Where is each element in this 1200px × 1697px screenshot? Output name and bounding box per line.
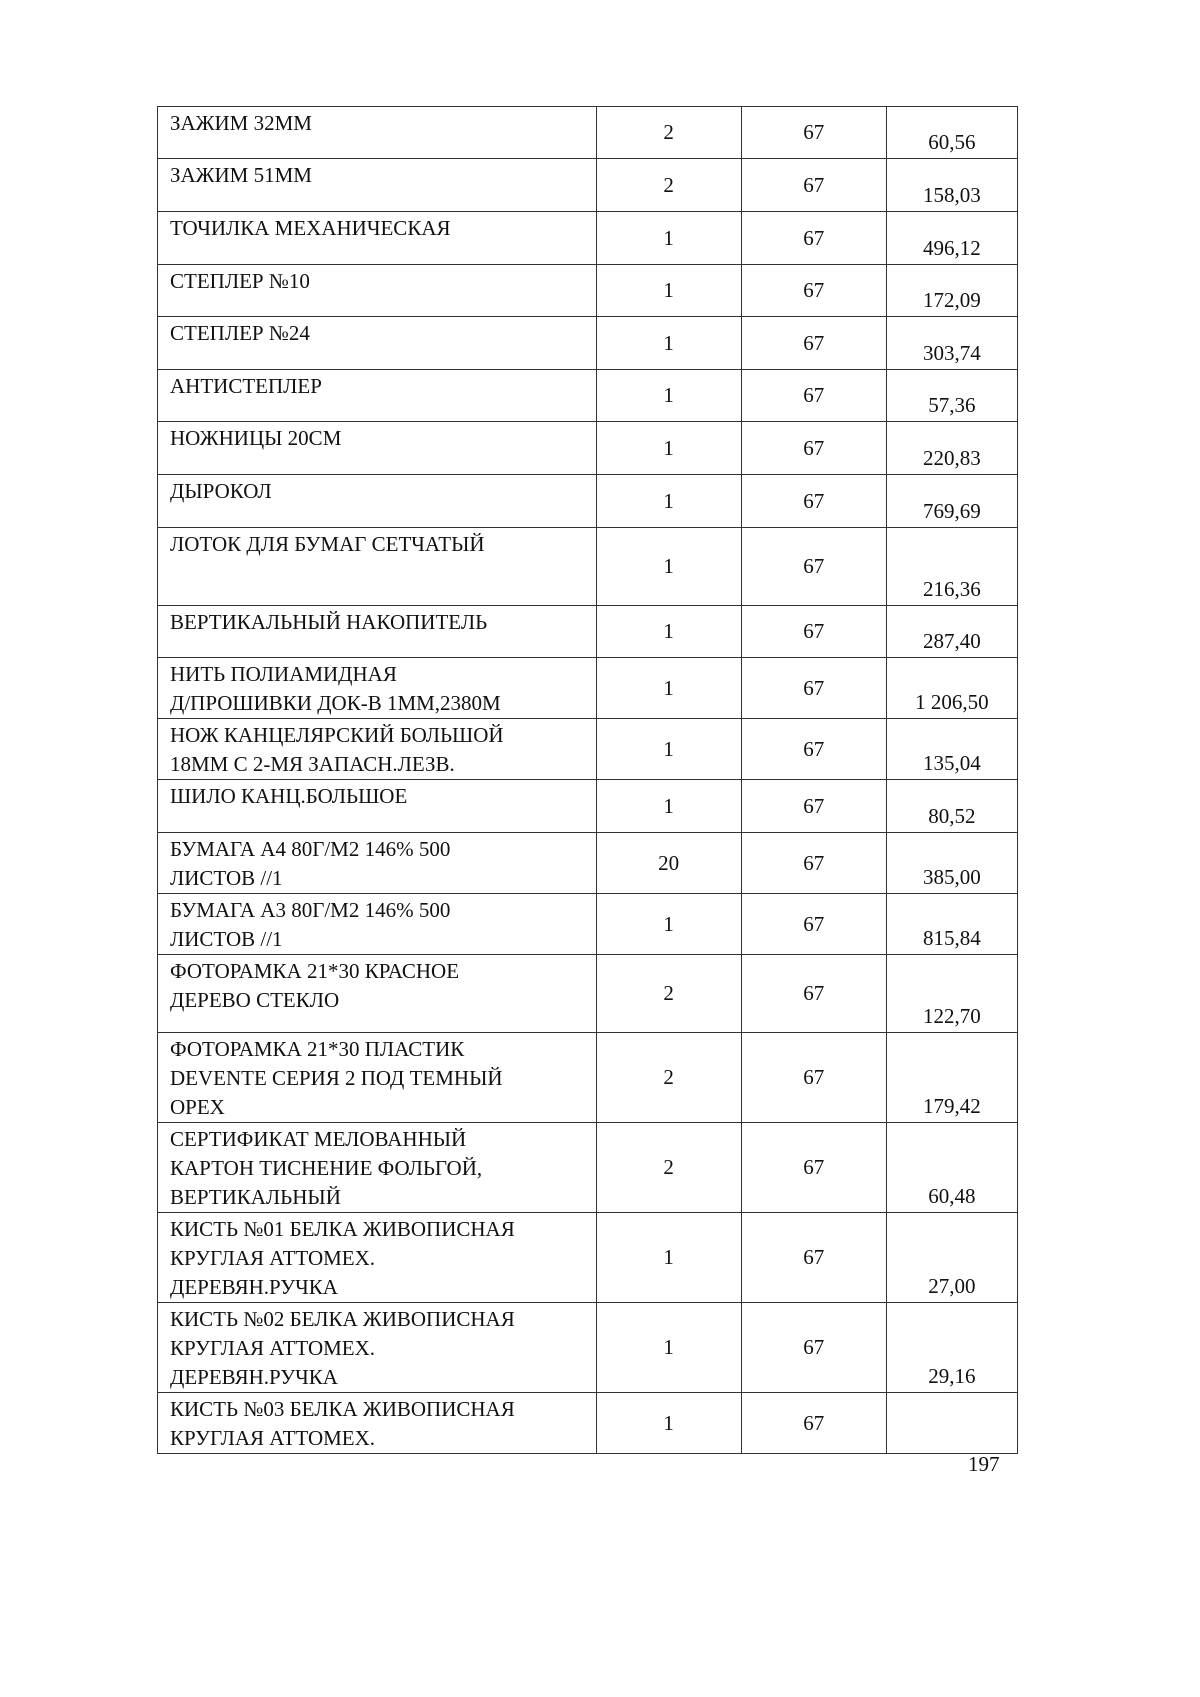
item-name-line: ФОТОРАМКА 21*30 КРАСНОЕ (170, 959, 460, 983)
item-name-cell (158, 265, 597, 317)
price-cell: 57,36 (886, 370, 1017, 422)
code-cell: 67 (741, 1303, 886, 1393)
item-name-cell (158, 212, 597, 265)
table-row (158, 1123, 1018, 1213)
qty-cell: 1 (596, 719, 741, 780)
item-name-cell (158, 1303, 597, 1393)
item-name-line: КИСТЬ №03 БЕЛКА ЖИВОПИСНАЯ (170, 1397, 515, 1421)
table-row (158, 780, 1018, 833)
price-cell: 303,74 (886, 317, 1017, 370)
item-name-cell (158, 955, 597, 1033)
price-cell: 80,52 (886, 780, 1017, 833)
code-cell: 67 (741, 833, 886, 894)
item-name-cell (158, 317, 597, 370)
qty-cell: 20 (596, 833, 741, 894)
table-row (158, 606, 1018, 658)
item-name-line: ФОТОРАМКА 21*30 ПЛАСТИК (170, 1037, 465, 1061)
price-cell: 179,42 (886, 1033, 1017, 1123)
table-row (158, 265, 1018, 317)
item-name-line: КАРТОН ТИСНЕНИЕ ФОЛЬГОЙ, (170, 1156, 483, 1180)
item-name-cell (158, 1393, 597, 1454)
price-cell (886, 1393, 1017, 1454)
price-cell: 158,03 (886, 159, 1017, 212)
table-row (158, 955, 1018, 1033)
price-cell: 220,83 (886, 422, 1017, 475)
code-cell: 67 (741, 894, 886, 955)
price-cell: 496,12 (886, 212, 1017, 265)
code-cell: 67 (741, 528, 886, 606)
qty-cell: 1 (596, 265, 741, 317)
code-cell: 67 (741, 475, 886, 528)
code-cell: 67 (741, 780, 886, 833)
qty-cell: 1 (596, 212, 741, 265)
table-row (158, 658, 1018, 719)
qty-cell: 1 (596, 1303, 741, 1393)
item-name-cell (158, 159, 597, 212)
item-name-line: Д/ПРОШИВКИ ДОК-В 1ММ,2380М (170, 691, 501, 715)
code-cell: 67 (741, 422, 886, 475)
item-name-line: КРУГЛАЯ АТТОМЕХ. (170, 1246, 376, 1270)
qty-cell: 2 (596, 1123, 741, 1213)
item-name-cell (158, 1123, 597, 1213)
item-name-line: ВЕРТИКАЛЬНЫЙ НАКОПИТЕЛЬ (170, 610, 488, 634)
item-name-cell (158, 658, 597, 719)
table-row (158, 719, 1018, 780)
item-name-line: ЗАЖИМ 51ММ (170, 163, 312, 187)
price-cell: 60,56 (886, 107, 1017, 159)
table-row (158, 370, 1018, 422)
code-cell: 67 (741, 1123, 886, 1213)
item-name-line: НИТЬ ПОЛИАМИДНАЯ (170, 662, 397, 686)
qty-cell: 2 (596, 955, 741, 1033)
item-name-cell (158, 719, 597, 780)
item-name-line: ШИЛО КАНЦ.БОЛЬШОЕ (170, 784, 408, 808)
qty-cell: 1 (596, 894, 741, 955)
code-cell: 67 (741, 212, 886, 265)
table-row (158, 1393, 1018, 1454)
table-row (158, 833, 1018, 894)
table-row (158, 159, 1018, 212)
price-cell: 385,00 (886, 833, 1017, 894)
item-name-line: АНТИСТЕПЛЕР (170, 374, 322, 398)
table-row (158, 894, 1018, 955)
item-name-line: БУМАГА А3 80Г/М2 146% 500 (170, 898, 451, 922)
item-name-line: СЕРТИФИКАТ МЕЛОВАННЫЙ (170, 1127, 467, 1151)
item-name-line: ЛИСТОВ //1 (170, 927, 283, 951)
item-name-line: КРУГЛАЯ АТТОМЕХ. (170, 1426, 376, 1450)
item-name-line: ДЕРЕВЯН.РУЧКА (170, 1365, 338, 1389)
code-cell: 67 (741, 159, 886, 212)
item-name-cell (158, 1213, 597, 1303)
item-name-line: ОРЕХ (170, 1095, 225, 1119)
price-cell: 815,84 (886, 894, 1017, 955)
qty-cell: 2 (596, 159, 741, 212)
price-cell: 216,36 (886, 528, 1017, 606)
item-name-line: ДЕРЕВЯН.РУЧКА (170, 1275, 338, 1299)
qty-cell: 1 (596, 317, 741, 370)
qty-cell: 1 (596, 528, 741, 606)
code-cell: 67 (741, 955, 886, 1033)
qty-cell: 2 (596, 1033, 741, 1123)
code-cell: 67 (741, 1213, 886, 1303)
price-cell: 769,69 (886, 475, 1017, 528)
item-name-cell (158, 475, 597, 528)
item-name-cell (158, 107, 597, 159)
qty-cell: 1 (596, 370, 741, 422)
item-name-line: НОЖНИЦЫ 20СМ (170, 426, 342, 450)
qty-cell: 1 (596, 1213, 741, 1303)
item-name-cell (158, 1033, 597, 1123)
table-row (158, 1033, 1018, 1123)
price-cell: 287,40 (886, 606, 1017, 658)
price-cell: 60,48 (886, 1123, 1017, 1213)
qty-cell: 1 (596, 475, 741, 528)
code-cell: 67 (741, 107, 886, 159)
item-name-line: СТЕПЛЕР №10 (170, 269, 310, 293)
table-row (158, 1213, 1018, 1303)
item-name-cell (158, 370, 597, 422)
item-name-line: КИСТЬ №02 БЕЛКА ЖИВОПИСНАЯ (170, 1307, 515, 1331)
code-cell: 67 (741, 265, 886, 317)
item-name-line: ЛОТОК ДЛЯ БУМАГ СЕТЧАТЫЙ (170, 532, 485, 556)
table-row (158, 422, 1018, 475)
table-row (158, 475, 1018, 528)
qty-cell: 1 (596, 1393, 741, 1454)
item-name-line: НОЖ КАНЦЕЛЯРСКИЙ БОЛЬШОЙ (170, 723, 504, 747)
table-row (158, 1303, 1018, 1393)
item-name-line: СТЕПЛЕР №24 (170, 321, 310, 345)
price-cell: 135,04 (886, 719, 1017, 780)
item-name-cell (158, 833, 597, 894)
item-name-cell (158, 780, 597, 833)
item-name-line: КРУГЛАЯ АТТОМЕХ. (170, 1336, 376, 1360)
qty-cell: 2 (596, 107, 741, 159)
price-cell: 1 206,50 (886, 658, 1017, 719)
price-cell: 172,09 (886, 265, 1017, 317)
code-cell: 67 (741, 317, 886, 370)
code-cell: 67 (741, 1033, 886, 1123)
code-cell: 67 (741, 1393, 886, 1454)
item-name-line: ТОЧИЛКА МЕХАНИЧЕСКАЯ (170, 216, 451, 240)
code-cell: 67 (741, 658, 886, 719)
item-name-line: ДЕРЕВО СТЕКЛО (170, 988, 340, 1012)
qty-cell: 1 (596, 422, 741, 475)
item-name-line: ВЕРТИКАЛЬНЫЙ (170, 1185, 341, 1209)
code-cell: 67 (741, 606, 886, 658)
item-name-line: DEVENTE СЕРИЯ 2 ПОД ТЕМНЫЙ (170, 1066, 503, 1090)
item-name-cell (158, 894, 597, 955)
item-name-line: КИСТЬ №01 БЕЛКА ЖИВОПИСНАЯ (170, 1217, 515, 1241)
item-name-cell (158, 422, 597, 475)
price-cell: 29,16 (886, 1303, 1017, 1393)
page-number: 197 (968, 1452, 1000, 1476)
item-name-cell (158, 606, 597, 658)
item-name-line: ДЫРОКОЛ (170, 479, 272, 503)
item-name-line: 18ММ С 2-МЯ ЗАПАСН.ЛЕЗВ. (170, 752, 455, 776)
qty-cell: 1 (596, 658, 741, 719)
item-name-line: ЗАЖИМ 32ММ (170, 111, 312, 135)
qty-cell: 1 (596, 780, 741, 833)
table-row (158, 107, 1018, 159)
qty-cell: 1 (596, 606, 741, 658)
item-name-line: ЛИСТОВ //1 (170, 866, 283, 890)
item-name-line: БУМАГА А4 80Г/М2 146% 500 (170, 837, 451, 861)
table-row (158, 528, 1018, 606)
code-cell: 67 (741, 370, 886, 422)
price-cell: 27,00 (886, 1213, 1017, 1303)
table-row (158, 212, 1018, 265)
price-cell: 122,70 (886, 955, 1017, 1033)
item-name-cell (158, 528, 597, 606)
code-cell: 67 (741, 719, 886, 780)
items-table (157, 106, 1018, 1454)
table-row (158, 317, 1018, 370)
